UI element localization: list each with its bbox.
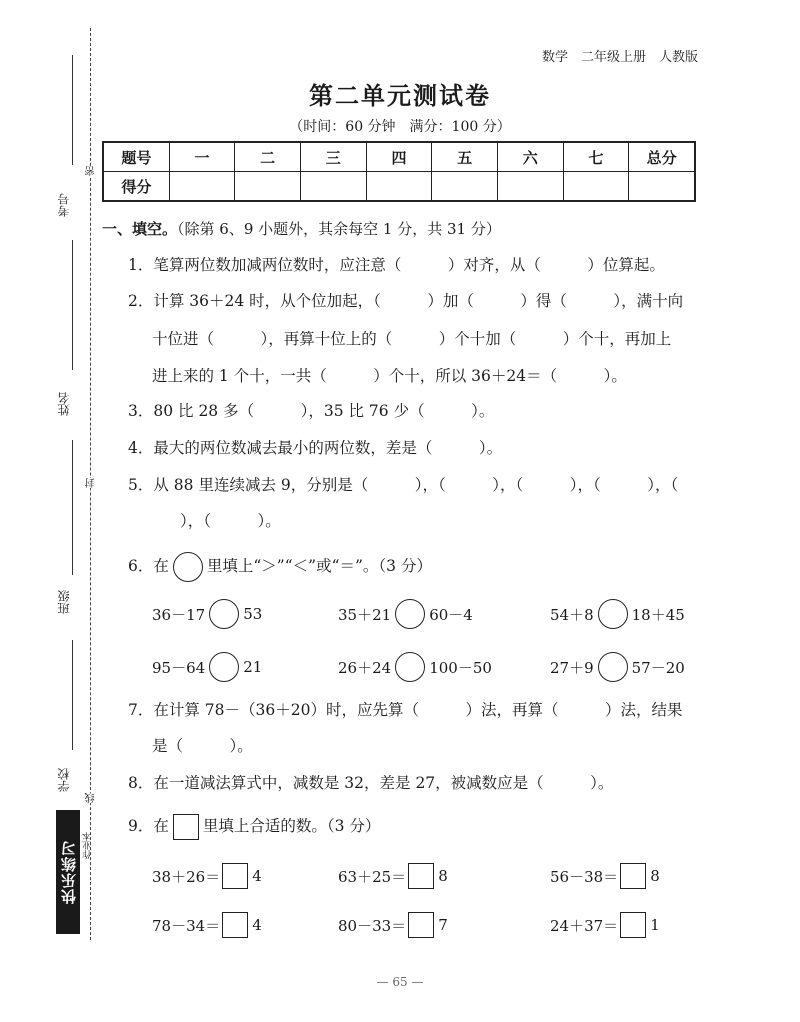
fill-left: 80－33＝ [338,916,407,935]
question-1: 1．笔算两位数加减两位数时，应注意（ ）对齐，从（ ）位算起。 [128,256,665,274]
brand-subtitle: 作业本 [83,832,93,859]
compare-circle-input[interactable] [598,652,628,682]
fill-left: 24＋37＝ [550,916,619,935]
fill-left: 78－34＝ [152,916,221,935]
score-cell[interactable] [432,172,498,202]
compare-right: 21 [243,658,263,676]
fill-item [550,863,660,889]
school-label: 学校 [57,768,71,792]
compare-right: 53 [243,605,263,623]
question-9-suffix: 里填上合适的数。（3 分） [202,817,381,836]
question-3: 3．80 比 28 多（ ），35 比 76 少（ ）。 [128,402,495,420]
question-4: 4．最大的两位数减去最小的两位数，差是（ ）。 [128,439,503,457]
score-cell[interactable] [563,172,629,202]
score-table-score-row [103,172,695,202]
compare-circle-input[interactable] [209,599,239,629]
compare-circle-input[interactable] [209,652,239,682]
compare-right: 57－20 [631,658,685,677]
score-header-cell: 二 [235,142,301,172]
compare-item [338,652,492,682]
score-header-cell: 七 [563,142,629,172]
score-cell[interactable] [497,172,563,202]
score-header-cell: 一 [169,142,235,172]
score-cell[interactable] [366,172,432,202]
compare-left: 95－64 [152,658,206,677]
compare-right: 100－50 [429,658,492,677]
fill-right: 8 [650,867,660,885]
score-header-cell: 总分 [629,142,695,172]
compare-circle-input[interactable] [598,599,628,629]
question-7-line-1: 7．在计算 78－（36＋20）时，应先算（ ）法，再算（ ）法，结果 [128,701,683,719]
fill-right: 7 [438,916,448,934]
name-label: 姓名 [57,392,71,416]
sidebar-field-line [72,640,73,750]
square-symbol-icon [173,814,199,840]
seal-mark: 密 [86,166,97,176]
question-2-line-3: 进上来的 1 个十，一共（ ）个十，所以 36＋24＝（ ）。 [152,367,627,385]
compare-left: 26＋24 [338,658,392,677]
fill-right: 1 [650,916,660,934]
question-6-suffix: 里填上“＞”“＜”或“＝”。（3 分） [206,557,432,576]
sidebar-field-line [72,240,73,370]
book-info: 数学 二年级上册 人教版 [541,50,698,65]
compare-right: 60－4 [429,605,473,624]
class-label: 班级 [57,590,71,614]
fill-item [338,912,448,938]
question-6 [128,552,432,582]
question-2-line-1: 2．计算 36＋24 时，从个位加起，（ ）加（ ）得（ ），满十向 [128,292,684,310]
fill-left: 63＋25＝ [338,867,407,886]
score-header-cell: 六 [497,142,563,172]
circle-symbol-icon [173,552,203,582]
score-cell[interactable] [235,172,301,202]
compare-circle-input[interactable] [395,599,425,629]
score-header-cell: 三 [300,142,366,172]
question-5-line-1: 5．从 88 里连续减去 9，分别是（ ），（ ），（ ），（ ），（ [128,476,679,494]
score-cell[interactable] [629,172,695,202]
fill-box-input[interactable] [620,863,646,889]
compare-left: 36－17 [152,605,206,624]
compare-item [338,599,473,629]
question-2-line-2: 十位进（ ），再算十位上的（ ）个十加（ ）个十，再加上 [152,330,672,348]
fill-right: 4 [252,867,262,885]
compare-item [152,652,262,682]
question-9 [128,814,380,840]
fill-right: 4 [252,916,262,934]
compare-item [152,599,262,629]
fill-box-input[interactable] [408,863,434,889]
compare-left: 35＋21 [338,605,392,624]
seal-mark: 线 [86,793,97,803]
fill-box-input[interactable] [620,912,646,938]
fill-right: 8 [438,867,448,885]
page-number: — 65 — [376,975,424,989]
question-5-line-2: ），（ ）。 [180,512,281,530]
score-cell[interactable] [300,172,366,202]
score-header-cell: 题号 [103,142,169,172]
score-header-cell: 五 [432,142,498,172]
sidebar-field-line [72,440,73,575]
fill-left: 38＋26＝ [152,867,221,886]
question-6-prefix: 6．在 [128,557,169,576]
fill-item [338,863,448,889]
question-9-prefix: 9．在 [128,817,169,836]
fill-box-input[interactable] [408,912,434,938]
score-table-header-row [103,142,695,172]
question-7-line-2: 是（ ）。 [152,737,253,755]
question-8: 8．在一道减法算式中，减数是 32，差是 27，被减数应是（ ）。 [128,774,614,792]
compare-item [550,599,685,629]
compare-item [550,652,685,682]
fill-box-input[interactable] [222,863,248,889]
fill-item [550,912,660,938]
section-heading [102,218,501,239]
compare-left: 54＋8 [550,605,594,624]
section-prefix: 一、填空。 [102,220,178,238]
score-header-cell: 四 [366,142,432,172]
compare-left: 27＋9 [550,658,594,677]
score-cell[interactable] [169,172,235,202]
page-title: 第二单元测试卷 [309,82,491,110]
seal-mark: 封 [86,478,97,488]
score-table [102,141,696,202]
compare-circle-input[interactable] [395,652,425,682]
brand-logo [56,810,80,934]
exam-number-label: 考号 [57,193,71,217]
compare-right: 18＋45 [631,605,685,624]
score-row-label: 得分 [103,172,169,202]
fill-box-input[interactable] [222,912,248,938]
exam-info: （时间：60 分钟 满分：100 分） [289,119,511,135]
fill-item [152,912,262,938]
section-note: （除第 6、9 小题外，其余每空 1 分，共 31 分） [177,220,501,238]
fill-left: 56－38＝ [550,867,619,886]
brand-logo-text: 快乐练习 [59,840,78,904]
fill-item [152,863,262,889]
